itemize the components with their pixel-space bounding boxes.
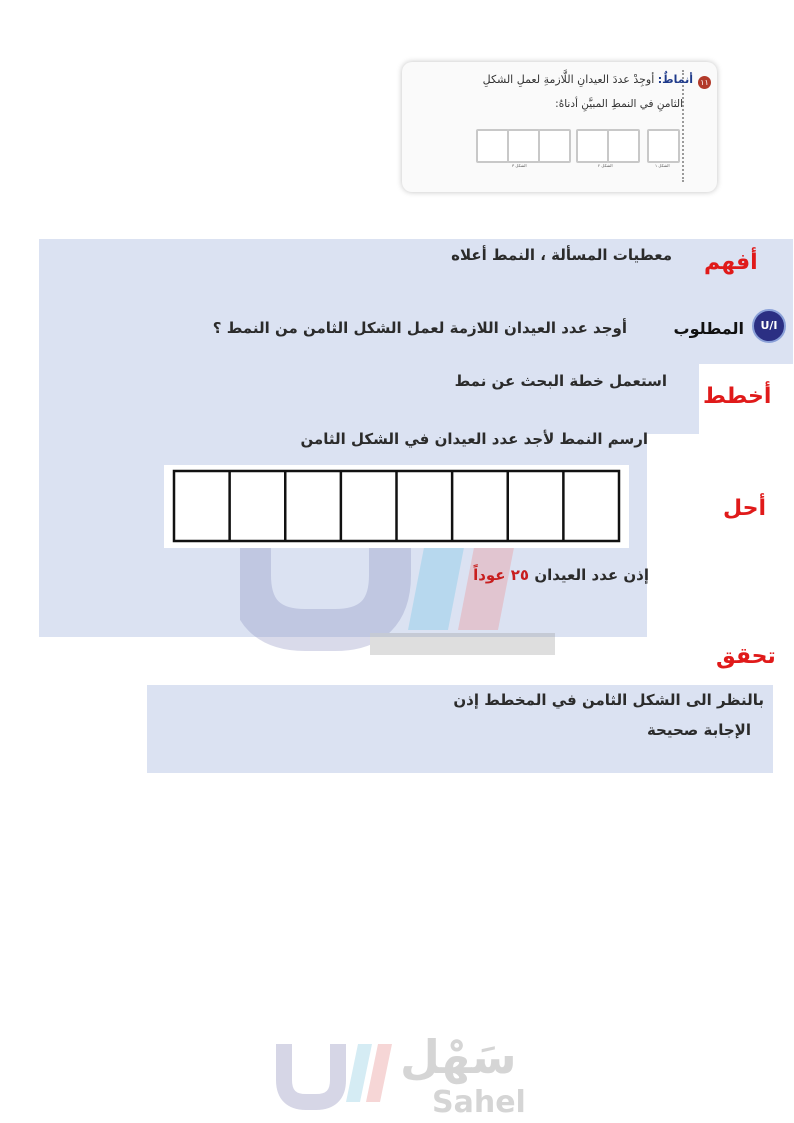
understand-panel [39, 239, 793, 364]
mini-square [538, 129, 571, 163]
problem-divider [682, 70, 684, 182]
problem-line-2: الثامنِ في النمطِ المبيَّنِ أدناهُ: [555, 98, 683, 110]
givens-text: معطيات المسألة ، النمط أعلاه [451, 246, 672, 264]
plan-text: استعمل خطة البحث عن نمط [454, 372, 667, 390]
figure-label: الشكل ٣ [512, 163, 527, 168]
understand-heading: أفهم [704, 250, 758, 275]
solve-heading: أحل [723, 496, 767, 521]
footer-latin-logo: Sahel [432, 1085, 526, 1120]
solve-instruction: ارسم النمط لأجد عدد العيدان في الشكل الثامن [300, 430, 648, 448]
plan-heading: أخطط [703, 384, 772, 409]
figure-label: الشكل ١ [655, 163, 670, 168]
problem-keyword: أنماطٌ: [657, 73, 693, 86]
check-line-2: الإجابة صحيحة [646, 721, 751, 739]
mini-square [476, 129, 509, 163]
required-label: المطلوب [673, 319, 744, 338]
result-line [473, 566, 649, 584]
mini-square [607, 129, 640, 163]
figure-label: الشكل ٢ [598, 163, 613, 168]
pattern-drawing [164, 465, 629, 548]
problem-text-1: أوجِدْ عددَ العيدانِ اللَّازمةِ لعملِ الشكلِ [482, 73, 655, 86]
result-value: ٢٥ عوداً [473, 566, 530, 584]
problem-number: ١١ [698, 76, 711, 89]
footer-arabic-logo: سَهْل [400, 1030, 517, 1084]
app-badge-icon: U/I [752, 309, 786, 343]
mini-square [647, 129, 680, 163]
problem-line-1 [483, 73, 693, 86]
problem-card [402, 62, 717, 192]
footer-logo-icon [276, 1038, 396, 1118]
mini-square [576, 129, 609, 163]
check-line-1: بالنظر الى الشكل الثامن في المخطط إذن [453, 691, 764, 709]
required-text: أوجد عدد العيدان اللازمة لعمل الشكل الثامن من النمط ؟ [212, 319, 627, 337]
mini-square [507, 129, 540, 163]
result-prefix: إذن عدد العيدان [534, 566, 649, 584]
check-heading: تحقق [716, 644, 776, 669]
